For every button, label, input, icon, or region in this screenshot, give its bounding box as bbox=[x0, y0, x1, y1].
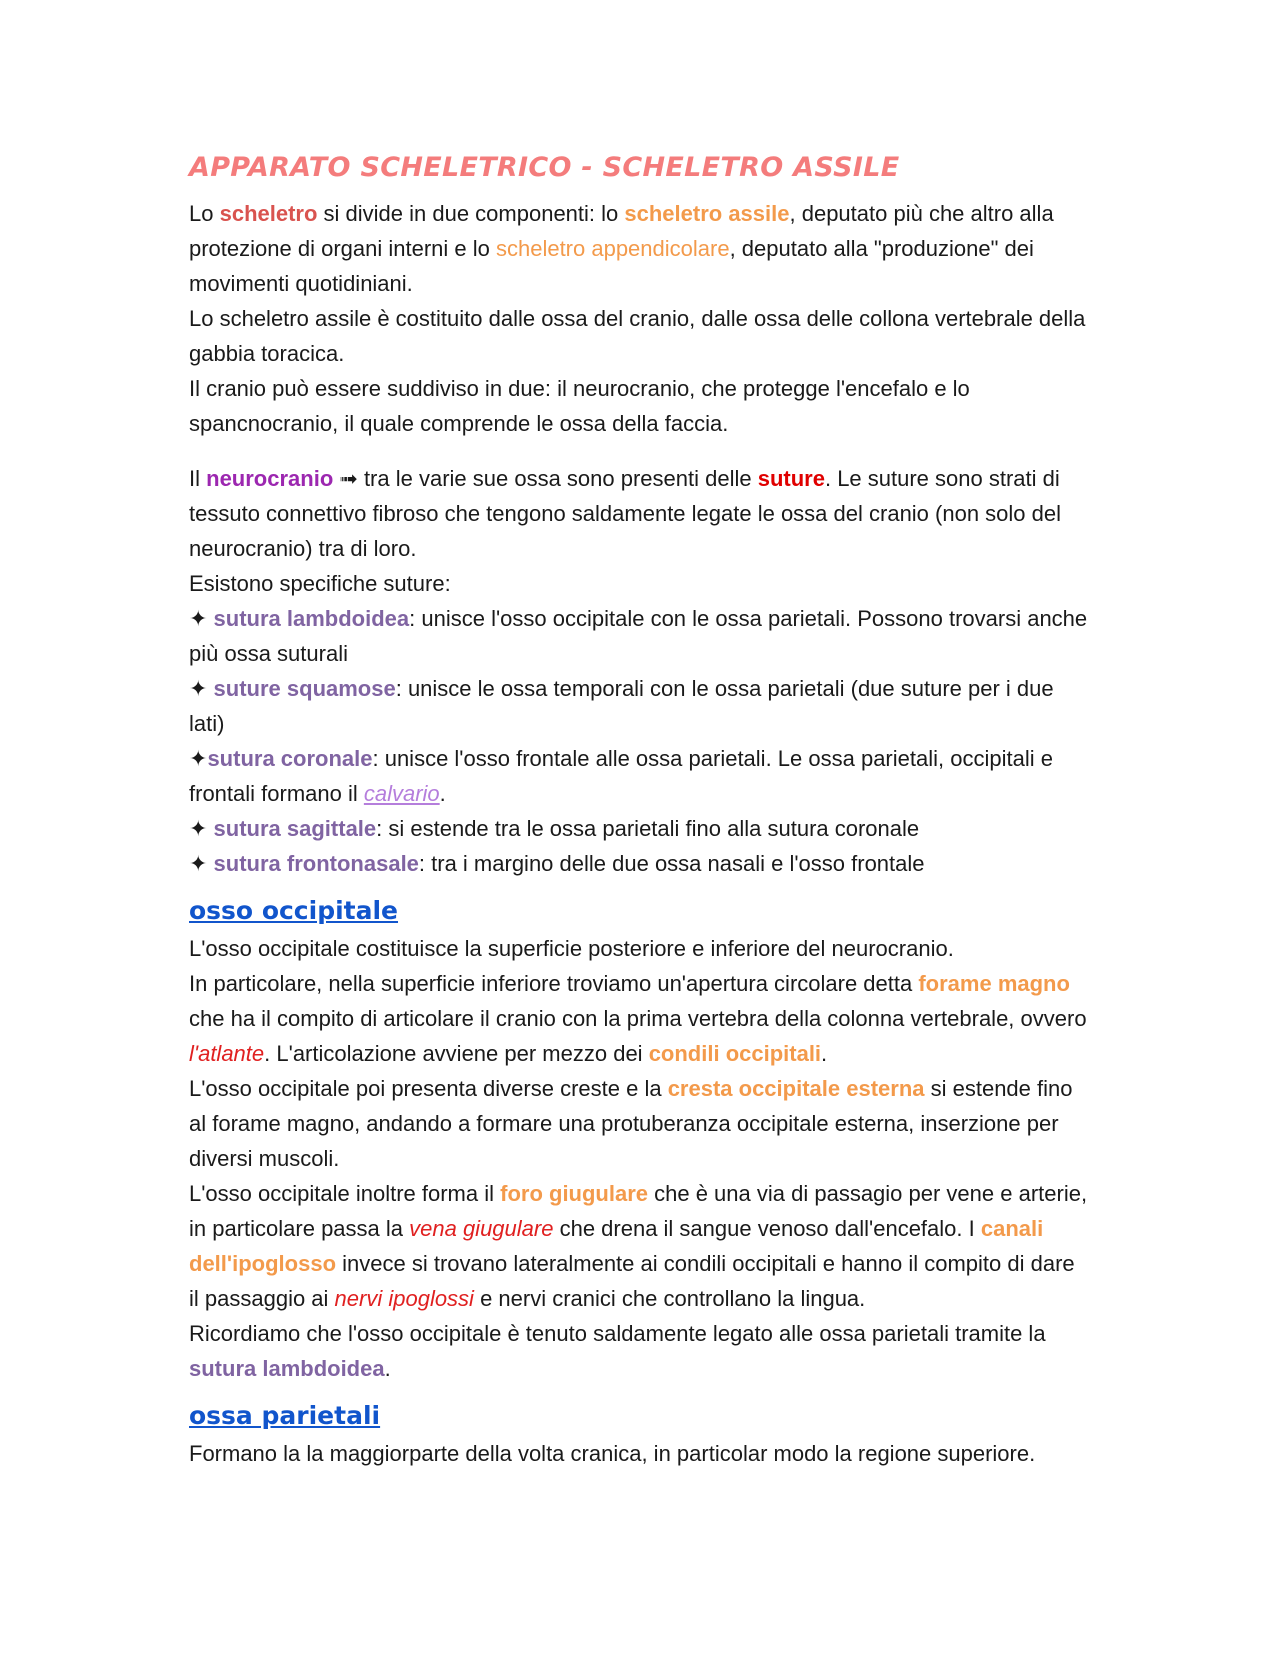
star-bullet-icon: ✦ bbox=[189, 746, 208, 771]
star-bullet-icon: ✦ bbox=[189, 816, 214, 841]
neuro-text: . Le suture sono strati di tessuto connettivo fibroso che tengono saldamente legate le ossa del cranio (non solo del neurocranio) tra di loro. bbox=[189, 466, 1062, 561]
intro-text: si divide in due componenti: lo bbox=[317, 201, 625, 226]
text: L'osso occipitale inoltre forma il bbox=[189, 1181, 501, 1206]
suture-intro: Esistono specifiche suture: bbox=[189, 571, 451, 596]
intro-paragraph bbox=[189, 196, 1089, 301]
suture-name: sutura sagittale bbox=[213, 816, 377, 841]
occipitale-paragraph-5 bbox=[189, 1316, 1089, 1386]
heading-osso-occipitale[interactable]: osso occipitale bbox=[189, 896, 399, 925]
suture-item bbox=[189, 671, 1089, 741]
term-neurocranio: neurocranio bbox=[206, 466, 334, 491]
term-foro-giugulare: foro giugulare bbox=[500, 1181, 649, 1206]
text: si estende fino al forame magno, andando a formare una protuberanza occipitale esterna, inserzione per diversi muscoli. bbox=[189, 1076, 1073, 1171]
suture-name: sutura lambdoidea bbox=[213, 606, 410, 631]
term-condili-occipitali: condili occipitali bbox=[648, 1041, 822, 1066]
suture-name: sutura frontonasale bbox=[213, 851, 419, 876]
heading-ossa-parietali[interactable]: ossa parietali bbox=[189, 1401, 381, 1430]
intro-text: , deputato alla "produzione" dei movimenti quotidiniani. bbox=[189, 236, 1034, 296]
text: che ha il compito di articolare il cranio con la prima vertebra della colonna vertebrale, ovvero bbox=[189, 1006, 1087, 1031]
term-cresta-occipitale: cresta occipitale esterna bbox=[667, 1076, 925, 1101]
term-forame-magno: forame magno bbox=[918, 971, 1070, 996]
term-scheletro-assile: scheletro assile bbox=[624, 201, 790, 226]
occipitale-paragraph-2 bbox=[189, 966, 1089, 1071]
term-scheletro-appendicolare: scheletro appendicolare bbox=[495, 236, 730, 261]
occipitale-paragraph-1: L'osso occipitale costituisce la superficie posteriore e inferiore del neurocranio. bbox=[189, 936, 954, 961]
star-bullet-icon: ✦ bbox=[189, 851, 214, 876]
term-nervi-ipoglossi: nervi ipoglossi bbox=[334, 1286, 474, 1311]
text: che è una via di passagio per vene e arterie, in particolare passa la bbox=[189, 1181, 1088, 1241]
suture-description-tail: . bbox=[439, 781, 446, 806]
document-page bbox=[189, 148, 1089, 1471]
suture-item bbox=[189, 601, 1089, 671]
intro-paragraph-2: Lo scheletro assile è costituito dalle ossa del cranio, dalle ossa delle collona vertebrale della gabbia toracica. bbox=[189, 306, 1086, 366]
term-suture: suture bbox=[757, 466, 825, 491]
star-bullet-icon: ✦ bbox=[189, 676, 214, 701]
text: invece si trovano lateralmente ai condili occipitali e hanno il compito di dare il passaggio ai bbox=[189, 1251, 1075, 1311]
term-atlante: l'atlante bbox=[189, 1041, 265, 1066]
suture-description: : unisce le ossa temporali con le ossa parietali (due suture per i due lati) bbox=[189, 676, 1054, 736]
parietali-paragraph-1: Formano la la maggiorparte della volta cranica, in particolar modo la regione superiore. bbox=[189, 1441, 1036, 1466]
suture-name: suture squamose bbox=[213, 676, 396, 701]
suture-description: : unisce l'osso frontale alle ossa parietali. Le ossa parietali, occipitali e frontali formano il bbox=[189, 746, 1053, 806]
suture-item bbox=[189, 811, 1089, 846]
text: . bbox=[821, 1041, 828, 1066]
occipitale-paragraph-4 bbox=[189, 1176, 1089, 1316]
suture-name: sutura coronale bbox=[207, 746, 373, 771]
text: . L'articolazione avviene per mezzo dei bbox=[264, 1041, 649, 1066]
suture-item bbox=[189, 846, 1089, 881]
text: . bbox=[384, 1356, 391, 1381]
neuro-text: Il bbox=[189, 466, 207, 491]
intro-text: , deputato più che altro alla protezione di organi interni e lo bbox=[189, 201, 1054, 261]
intro-paragraph-3: Il cranio può essere suddiviso in due: il neurocranio, che protegge l'encefalo e lo spancnocranio, il quale comprende le ossa della faccia. bbox=[189, 376, 970, 436]
star-bullet-icon: ✦ bbox=[189, 606, 214, 631]
text: Ricordiamo che l'osso occipitale è tenuto saldamente legato alle ossa parietali tramite la bbox=[189, 1321, 1046, 1346]
calvario-link[interactable]: calvario bbox=[363, 781, 440, 806]
text: e nervi cranici che controllano la lingua. bbox=[473, 1286, 866, 1311]
suture-description: : unisce l'osso occipitale con le ossa parietali. Possono trovarsi anche più ossa suturali bbox=[189, 606, 1088, 666]
term-sutura-lambdoidea: sutura lambdoidea bbox=[189, 1356, 385, 1381]
suture-description: : tra i margino delle due ossa nasali e l'osso frontale bbox=[418, 851, 925, 876]
suture-description: : si estende tra le ossa parietali fino alla sutura coronale bbox=[376, 816, 920, 841]
suture-item bbox=[189, 741, 1089, 811]
intro-text: Lo bbox=[189, 201, 220, 226]
arrow-icon: ➟ bbox=[333, 466, 364, 491]
occipitale-paragraph-3 bbox=[189, 1071, 1089, 1176]
neurocranio-paragraph bbox=[189, 461, 1089, 566]
document-title: APPARATO SCHELETRICO - SCHELETRO ASSILE bbox=[189, 152, 900, 183]
neuro-text: tra le varie sue ossa sono presenti delle bbox=[363, 466, 758, 491]
text: In particolare, nella superficie inferiore troviamo un'apertura circolare detta bbox=[189, 971, 919, 996]
text: che drena il sangue venoso dall'encefalo. I bbox=[553, 1216, 981, 1241]
term-scheletro: scheletro bbox=[219, 201, 318, 226]
term-vena-giugulare: vena giugulare bbox=[409, 1216, 554, 1241]
text: L'osso occipitale poi presenta diverse creste e la bbox=[189, 1076, 668, 1101]
term-canali-ipoglosso: canali dell'ipoglosso bbox=[189, 1216, 1044, 1276]
